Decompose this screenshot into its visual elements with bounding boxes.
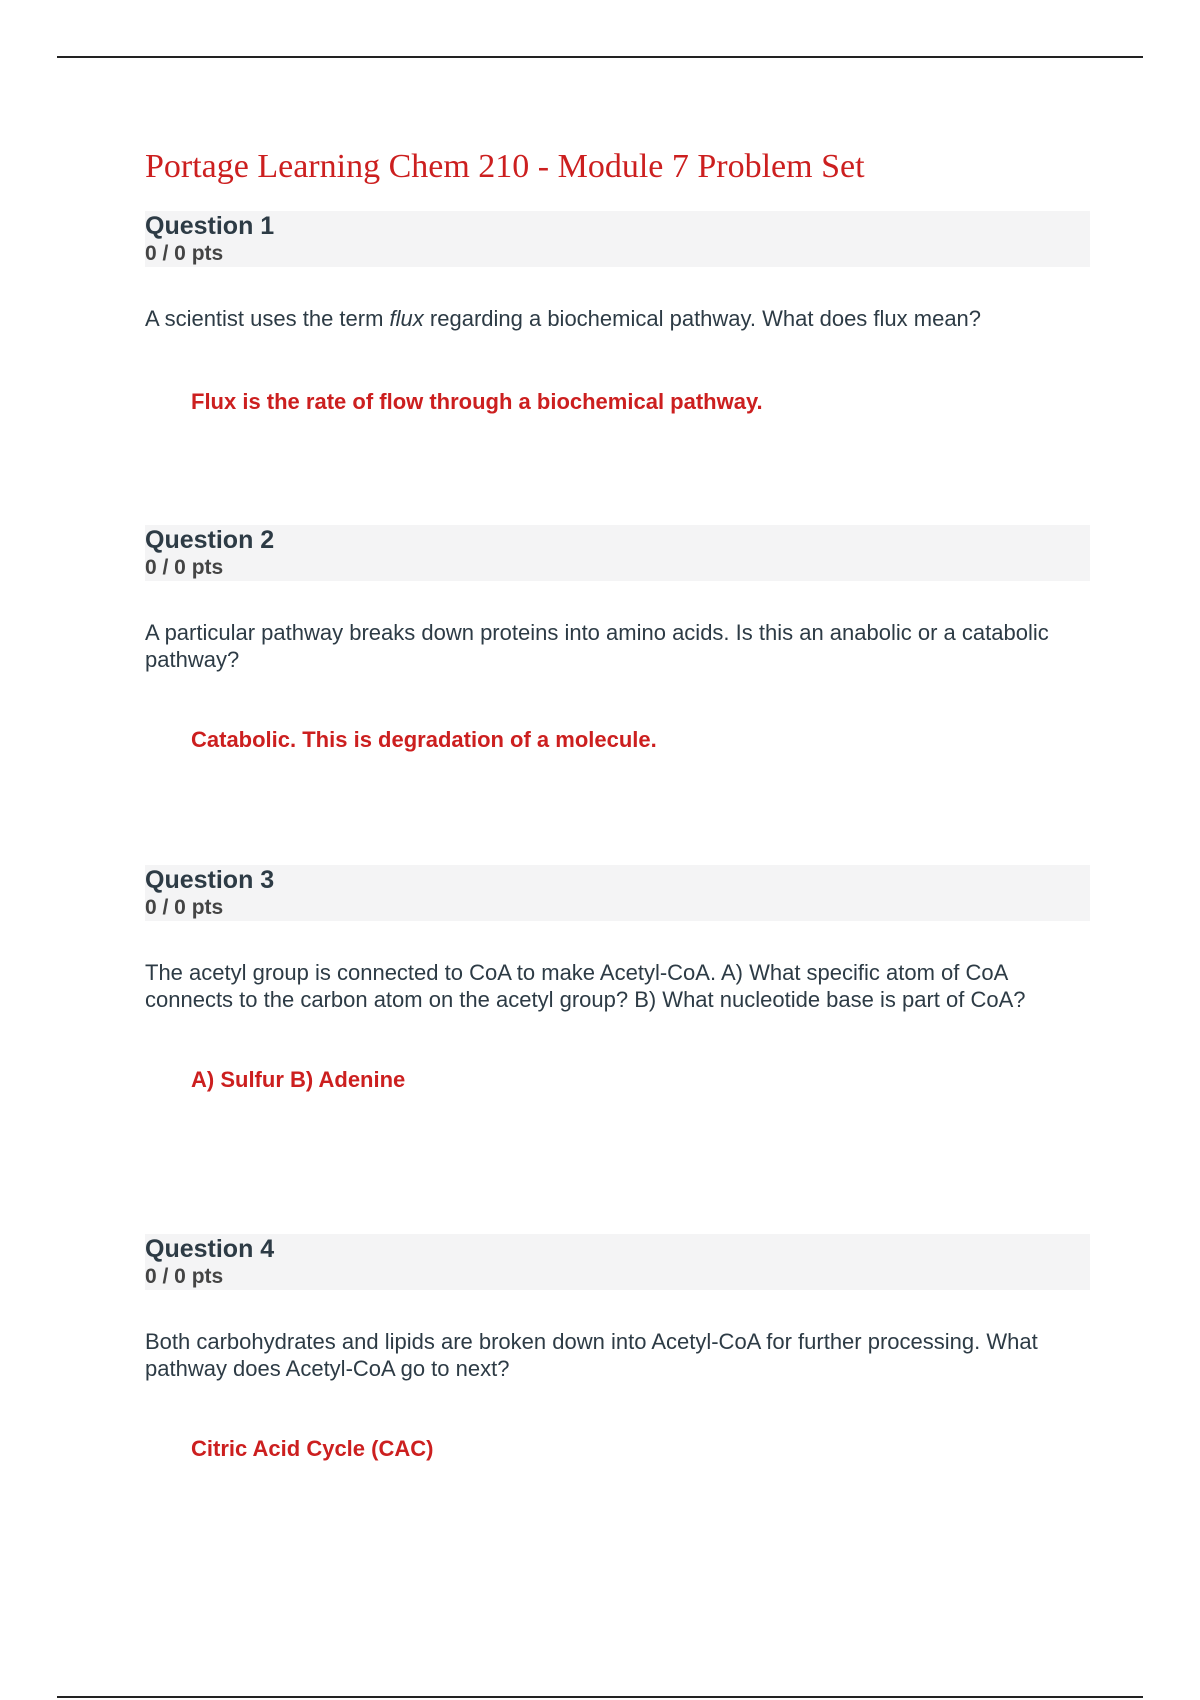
question-header (145, 865, 1090, 921)
question-block-3 (145, 865, 1090, 1094)
question-text (145, 305, 1090, 332)
top-rule (57, 56, 1143, 58)
question-block-2 (145, 525, 1090, 754)
answer-text: A) Sulfur B) Adenine (191, 1067, 406, 1092)
question-title: Question 1 (145, 212, 275, 240)
answer-text: Flux is the rate of flow through a biochemical pathway. (191, 389, 763, 414)
question-header (145, 525, 1090, 581)
question-header (145, 211, 1090, 267)
question-block-4 (145, 1234, 1090, 1463)
question-text: The acetyl group is connected to CoA to make Acetyl-CoA. A) What specific atom of CoA connects to the carbon atom on the acetyl group? B) What nucleotide base is part of CoA? (145, 960, 1026, 1012)
answer-text: Citric Acid Cycle (CAC) (191, 1436, 434, 1461)
question-points: 0 / 0 pts (145, 896, 224, 919)
question-text-before: A scientist uses the term (145, 306, 390, 331)
question-block-1 (145, 211, 1090, 416)
question-title: Question 2 (145, 526, 275, 554)
question-text-after: regarding a biochemical pathway. What does flux mean? (423, 306, 982, 331)
question-points: 0 / 0 pts (145, 1265, 224, 1288)
document-title: Portage Learning Chem 210 - Module 7 Problem Set (145, 148, 865, 185)
question-points: 0 / 0 pts (145, 242, 224, 265)
question-text: A particular pathway breaks down proteins into amino acids. Is this an anabolic or a catabolic pathway? (145, 620, 1049, 672)
question-title: Question 3 (145, 866, 275, 894)
question-points: 0 / 0 pts (145, 556, 224, 579)
question-title: Question 4 (145, 1235, 275, 1263)
question-header (145, 1234, 1090, 1290)
question-text-term: flux (389, 306, 424, 331)
bottom-rule (57, 1696, 1143, 1698)
answer-text: Catabolic. This is degradation of a molecule. (191, 727, 657, 752)
document-content (145, 145, 1090, 1461)
question-text: Both carbohydrates and lipids are broken down into Acetyl-CoA for further processing. What pathway does Acetyl-CoA go to next? (145, 1329, 1038, 1381)
